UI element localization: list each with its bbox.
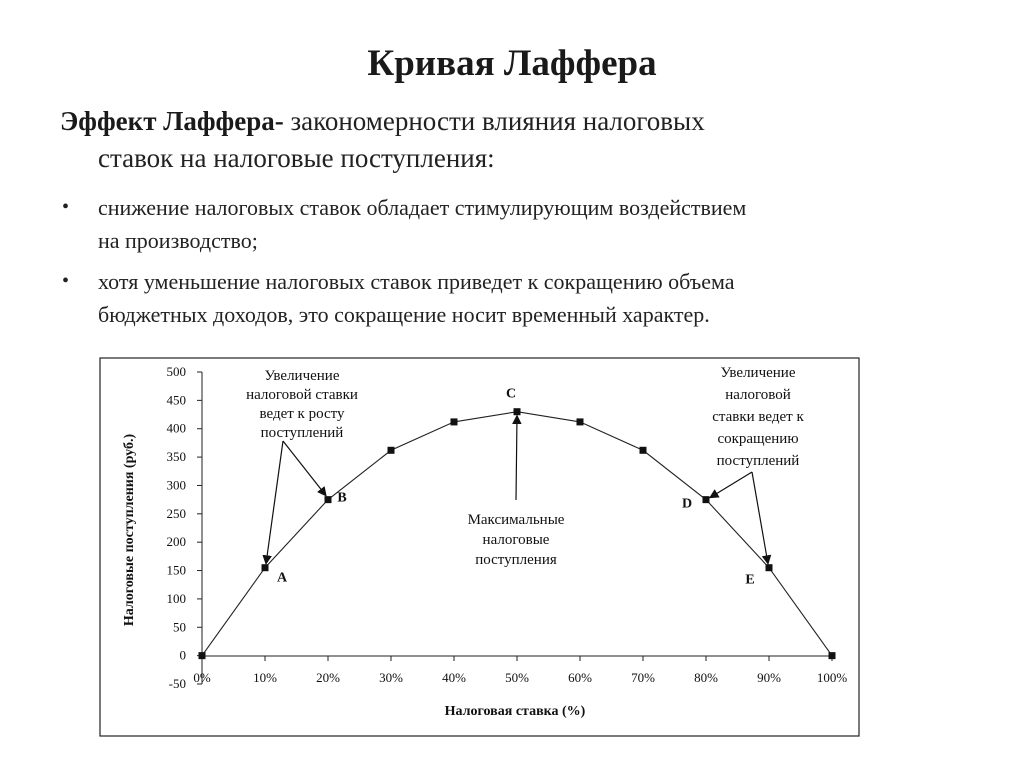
annotation-line: поступлений — [260, 425, 344, 441]
annotation-increase-raises — [246, 368, 358, 441]
x-tick-label: 60% — [568, 670, 592, 685]
annotation-line: Увеличение — [720, 365, 796, 381]
x-tick-label: 100% — [816, 670, 848, 685]
annotation-line: поступлений — [716, 453, 800, 469]
y-axis-title: Налоговые поступления (руб.) — [122, 433, 137, 627]
y-tick-label: 200 — [166, 534, 186, 550]
y-tick-label: 350 — [166, 449, 186, 465]
x-tick-label: 0% — [193, 670, 211, 685]
bullet-text-line1: снижение налоговых ставок обладает стимулирующим воздействием — [98, 195, 747, 220]
data-point-marker — [577, 418, 584, 425]
annotation-increase-reduces — [712, 365, 804, 469]
y-tick-label: 50 — [173, 619, 186, 635]
y-tick-label: 450 — [166, 392, 186, 408]
y-tick-label: 250 — [166, 505, 186, 521]
slide-title: Кривая Лаффера — [367, 43, 657, 84]
x-tick-label: 30% — [379, 670, 403, 685]
data-point-marker — [703, 496, 710, 503]
y-ticks — [167, 364, 203, 691]
x-tick-label: 40% — [442, 670, 466, 685]
data-point-marker — [262, 564, 269, 571]
bullet-marker: • — [62, 270, 70, 292]
data-point-marker — [829, 652, 836, 659]
x-axis-title: Налоговая ставка (%) — [444, 704, 586, 719]
definition-text: закономерности влияния налоговых — [283, 106, 705, 136]
x-tick-label: 90% — [757, 670, 781, 685]
y-tick-label: 150 — [166, 562, 186, 578]
point-label-e: E — [745, 572, 755, 588]
x-tick-label: 80% — [694, 670, 718, 685]
y-tick-label: 500 — [166, 364, 186, 379]
data-point-marker — [514, 408, 521, 415]
bullet-text-line2: на производство; — [98, 228, 258, 253]
arrow-to-d — [710, 472, 752, 498]
y-tick-label: 100 — [166, 590, 186, 606]
x-tick-label: 20% — [316, 670, 340, 685]
arrow-to-c — [516, 416, 517, 500]
bullet-text-line1: хотя уменьшение налоговых ставок приведет к сокращению объема — [98, 269, 735, 294]
y-tick-label: -50 — [168, 676, 186, 691]
data-point-marker — [451, 418, 458, 425]
y-tick-label: 0 — [179, 647, 186, 663]
data-point-marker — [766, 564, 773, 571]
point-label-a: A — [276, 570, 288, 586]
point-label-c: C — [505, 386, 517, 402]
annotation-line: ведет к росту — [259, 406, 345, 422]
x-tick-label: 50% — [505, 670, 529, 685]
arrow-to-a — [266, 441, 283, 564]
data-point-marker — [199, 652, 206, 659]
arrow-to-e — [752, 472, 768, 564]
annotation-max-revenue — [468, 512, 565, 568]
bullet-text-line2: бюджетных доходов, это сокращение носит временный характер. — [98, 302, 710, 327]
annotation-line: сокращению — [717, 431, 799, 447]
arrow-to-b — [283, 441, 326, 496]
point-label-d: D — [681, 496, 693, 512]
annotation-line: Увеличение — [264, 368, 340, 384]
annotation-line: Максимальные — [467, 512, 565, 528]
x-tick-label: 70% — [631, 670, 655, 685]
definition-term: Эффект Лаффера- — [60, 106, 284, 136]
annotation-line: налоговой — [725, 387, 791, 403]
definition-text-line2: ставок на налоговые поступления: — [98, 143, 495, 173]
data-point-marker — [325, 496, 332, 503]
annotation-line: поступления — [475, 552, 557, 568]
y-tick-label: 400 — [166, 420, 186, 436]
annotation-line: налоговой ставки — [246, 387, 358, 403]
point-label-b: B — [337, 490, 347, 506]
bullet-marker: • — [62, 196, 70, 218]
y-tick-label: 300 — [166, 477, 186, 493]
annotation-line: ставки ведет к — [712, 409, 804, 425]
data-point-marker — [640, 447, 647, 454]
annotation-line: налоговые — [482, 532, 550, 548]
x-ticks — [193, 656, 847, 685]
data-point-marker — [388, 447, 395, 454]
x-tick-label: 10% — [253, 670, 277, 685]
